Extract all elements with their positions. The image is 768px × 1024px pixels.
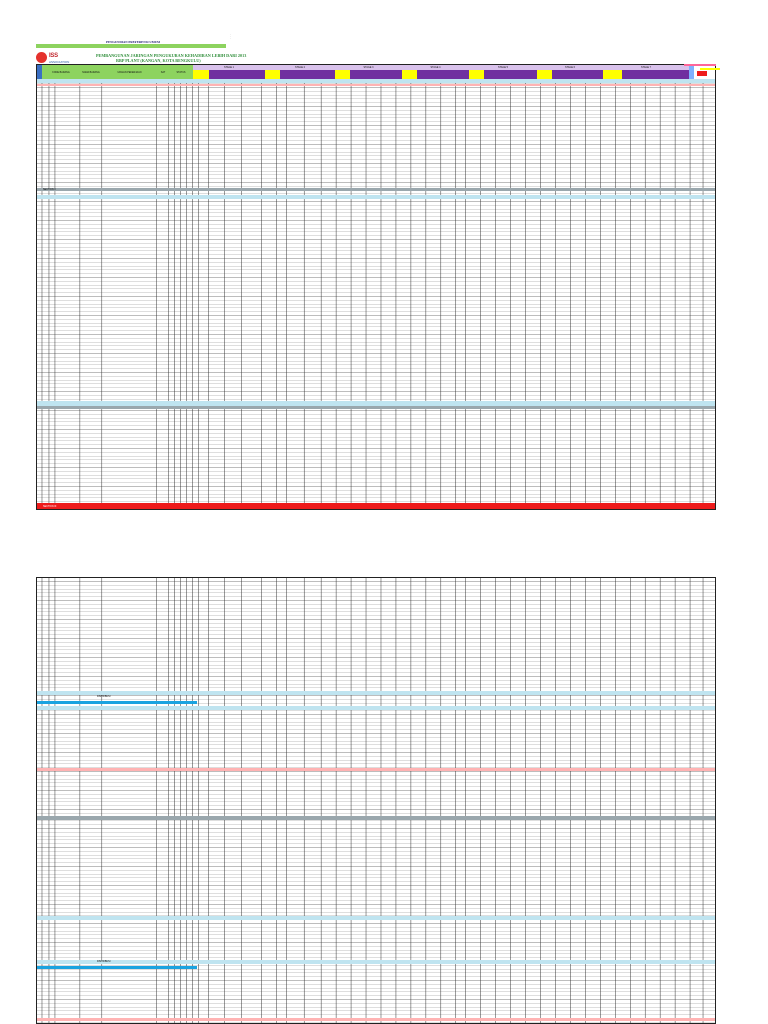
stage-cell-yellow: [193, 70, 209, 79]
col-header-code: KODE BARANG: [42, 65, 80, 79]
stage-cell-purple: [552, 70, 603, 79]
stage-cell-purple: [350, 70, 402, 79]
stage-cell-yellow: [469, 70, 484, 79]
stage-cell-blue: [689, 65, 694, 79]
stage-cell-purple: [622, 70, 689, 79]
item-description-column: [102, 83, 157, 503]
col-header-unit: SAT: [157, 65, 169, 79]
stage-cell-yellow: [603, 70, 622, 79]
section-label: DISTRIBUSI: [97, 960, 111, 963]
stage-cell-purple: [417, 70, 469, 79]
accent-yellow: [700, 68, 720, 70]
stage-cell-red: [697, 71, 707, 76]
logo-tagline: ASSOCIATION: [49, 60, 70, 64]
data-table-2: [36, 577, 716, 1024]
stage-header-2: STAGE 2: [265, 65, 336, 70]
stage-cell-purple: [484, 70, 537, 79]
stage-cell-yellow: [537, 70, 552, 79]
total-row-red: [37, 503, 715, 509]
stage-cell-yellow: [265, 70, 280, 79]
stage-cell-yellow: [402, 70, 417, 79]
logo-mark-icon: [36, 52, 47, 63]
stage-header-4: STAGE 4: [402, 65, 470, 70]
document-subtitle: RBP PLANT (KANGAN, KOTA BENGKULU): [116, 58, 201, 63]
spreadsheet-page-2: [36, 577, 716, 1024]
col-header-name: NAMA BARANG: [80, 65, 102, 79]
page-marker: · · ·: [229, 34, 233, 39]
col-header-status: STATUS: [169, 65, 193, 79]
col-header-desc: URAIAN PEKERJAAN: [102, 65, 157, 79]
header-green-bar: [36, 44, 226, 48]
stage-header-1: STAGE 1: [193, 65, 266, 70]
document-title: PEMBANGUNAN JARINGAN PENGUKURAN KEHADIRAN LEBIH DARI 2013: [96, 53, 247, 58]
spreadsheet-page-1: [36, 28, 716, 510]
stage-header-6: STAGE 6: [537, 65, 604, 70]
section-label: DISTRIBUSI: [97, 695, 111, 698]
stage-header-3: STAGE 3: [335, 65, 403, 70]
stage-header-5: STAGE 5: [469, 65, 538, 70]
stage-cell-purple: [280, 70, 335, 79]
item-description-column: [102, 578, 157, 1024]
company-name: PENGUNDIAN PREFERENSI UMUM: [106, 40, 161, 44]
section-label: SECTION II: [43, 188, 56, 191]
section-label: SECTION III: [43, 505, 57, 508]
data-table-1: [36, 64, 716, 510]
stage-header-7: STAGE 7: [603, 65, 690, 70]
accent-pink: [684, 64, 716, 66]
stage-cell-yellow: [335, 70, 350, 79]
stage-cell-purple: [209, 70, 265, 79]
company-logo: [36, 52, 80, 64]
logo-text: ISS: [49, 53, 58, 59]
